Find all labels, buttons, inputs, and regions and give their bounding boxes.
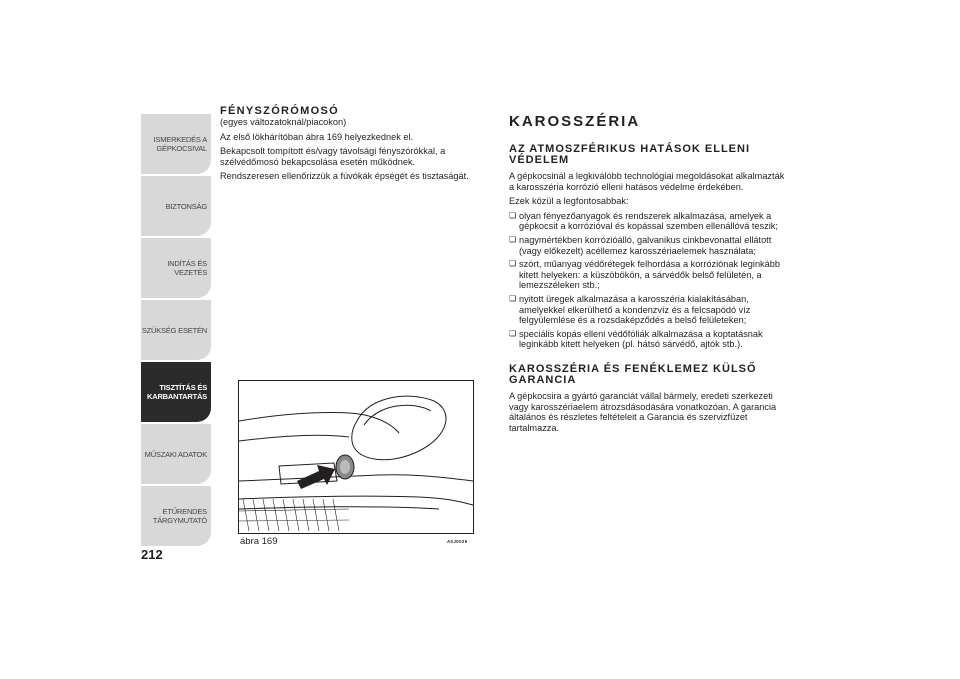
figure-caption: ábra 169: [240, 536, 278, 547]
bullet-list: [509, 211, 787, 350]
sidebar-tabs: [141, 114, 211, 548]
tab-label: BIZTONSÁG: [165, 201, 207, 211]
paragraph: A gépkocsinál a legkiválóbb technológiai megoldásokat alkalmazták a karosszéria korrózió elleni hatásos védelme érdekében.: [509, 171, 785, 192]
paragraph: Ezek közül a legfontosabbak:: [509, 196, 629, 207]
right-column: [509, 113, 787, 437]
paragraph: Az első lökhárítóban ábra 169 helyezkednek el.: [220, 131, 414, 142]
tab-label: ETŰRENDES TÁRGYMUTATÓ: [152, 507, 207, 525]
section-subheading: (egyes változatoknál/piacokon): [220, 117, 347, 127]
tab-szukseg[interactable]: [141, 300, 211, 360]
section-heading: FÉNYSZÓRÓMOSÓ: [220, 105, 339, 117]
paragraph: Bekapcsolt tompított és/vagy távolsági fényszórókkal, a szélvédőmosó bekapcsolása esetén működnek.: [220, 146, 446, 167]
list-item: ❏ szórt, műanyag védőrétegek felhordása a korróziónak leginkább kitett helyeken: a küszöbökön, a sárvédők belső felületén, a lemezszéleken stb.;: [509, 259, 787, 291]
headlamp-washer-illustration: [239, 381, 473, 533]
tab-label: INDÍTÁS ÉS VEZETÉS: [167, 259, 207, 277]
tab-tisztitas[interactable]: [141, 362, 211, 422]
tab-biztonsag[interactable]: [141, 176, 211, 236]
section-heading: KAROSSZÉRIA ÉS FENÉKLEMEZ KÜLSŐ GARANCIA: [509, 362, 757, 386]
list-item: ❏ speciális kopás elleni védőfóliák alkalmazása a koptatásnak leginkább kitett helyeken (pl. hátsó sárvédő, ajtók stb.).: [509, 329, 787, 350]
paragraph: Rendszeresen ellenőrizzük a fúvókák épségét és tisztaságát.: [220, 171, 469, 182]
tab-label: ISMERKEDÉS A GÉPKOCSIVAL: [153, 135, 207, 153]
tab-label: TISZTÍTÁS ÉS KARBANTARTÁS: [147, 383, 207, 401]
chapter-title: KAROSSZÉRIA: [509, 113, 641, 130]
list-item: ❏ nagymértékben korrózióálló, galvanikus cinkbevonattal ellátott (vagy előkezelt) acéllemez karosszériaelemek használata;: [509, 235, 787, 256]
figure-code: A0J0029: [447, 539, 468, 544]
figure-169: [238, 380, 474, 534]
tab-targymutato[interactable]: [141, 486, 211, 546]
section-heading: AZ ATMOSZFÉRIKUS HATÁSOK ELLENI VÉDELEM: [509, 143, 751, 166]
list-item: ❏ nyitott üregek alkalmazása a karosszéria kialakításában, amelyekkel elkerülhető a kondenzvíz és a felcsapódó víz felgyülemlése és a rozsdaképződés a belső felületeken;: [509, 294, 787, 326]
paragraph: A gépkocsira a gyártó garanciát vállal bármely, eredeti szerkezeti vagy karosszériaelem átrozsdásodására vonatkozóan. A garancia általános és részletes feltételeit a Garancia és szervizfüzet tartalmazza.: [509, 390, 777, 433]
tab-inditas[interactable]: [141, 238, 211, 298]
tab-muszaki[interactable]: [141, 424, 211, 484]
tab-ismerkedes[interactable]: [141, 114, 211, 174]
left-column: [220, 105, 482, 186]
list-item: ❏ olyan fényezőanyagok és rendszerek alkalmazása, amelyek a gépkocsit a korrózióval és kopással szemben ellenállóvá teszik;: [509, 211, 787, 232]
page-number: 212: [141, 547, 163, 562]
tab-label: SZÜKSÉG ESETÉN: [141, 325, 207, 335]
tab-label: MŰSZAKI ADATOK: [144, 449, 207, 459]
